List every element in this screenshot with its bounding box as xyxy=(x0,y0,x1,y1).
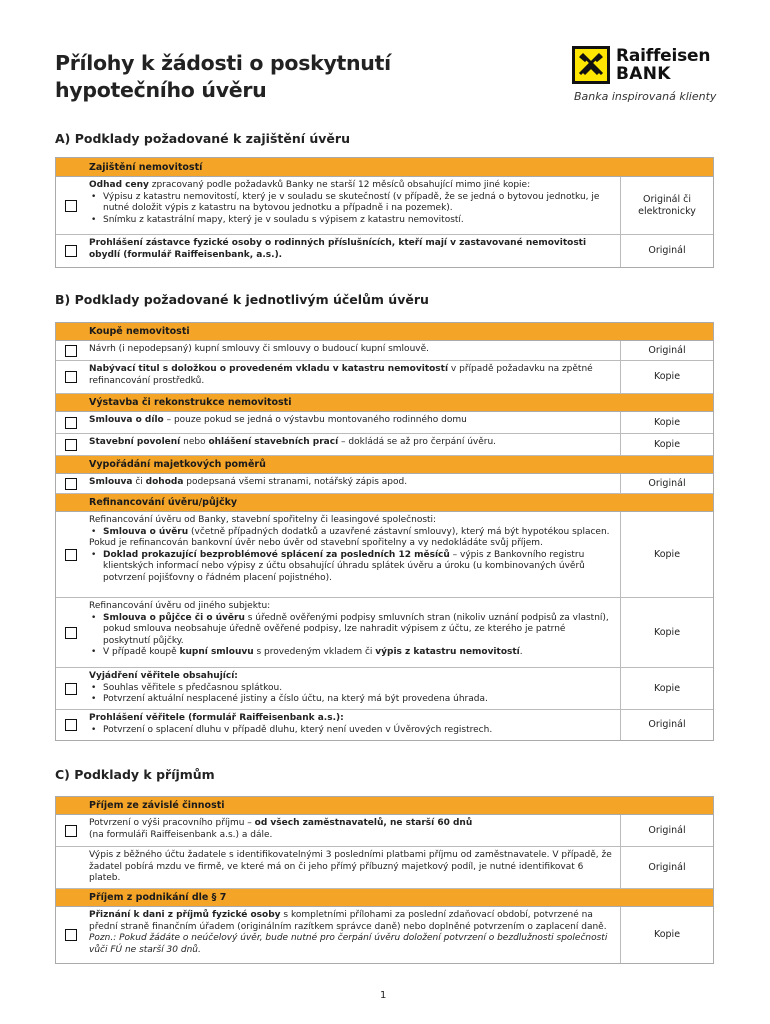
table-row: Nabývací titul s doložkou o provedeném vkladu v katastru nemovitostí v případě požadavku na zpětné refinancování prostředků. Kopie xyxy=(56,361,713,394)
logo-tagline: Banka inspirovaná klienty xyxy=(574,90,717,103)
checkbox[interactable] xyxy=(65,345,77,357)
table-row: Výpis z běžného účtu žadatele s identifikovatelnými 3 posledními platbami příjmu od zaměstnavatele. V případě, že žadatel pobírá mzdu ve firmě, ve které má on či jeho přímý příbuzný majetkový podíl, je nutné identifikovat 6 plateb. Originál xyxy=(56,847,713,889)
section-b-heading: B) Podklady požadované k jednotlivým účelům úvěru xyxy=(55,292,429,307)
checkbox[interactable] xyxy=(65,478,77,490)
group-header: Vypořádání majetkových poměrů xyxy=(56,456,713,474)
group-header: Koupě nemovitosti xyxy=(56,323,713,341)
status-label: Kopie xyxy=(653,626,681,638)
logo-text-bank: BANK xyxy=(616,64,671,84)
table-row: Potvrzení o výši pracovního příjmu – od všech zaměstnavatelů, ne starší 60 dnů (na formuláři Raiffeisenbank a.s.) a dále. Originál xyxy=(56,815,713,847)
section-c-heading: C) Podklady k příjmům xyxy=(55,767,215,782)
group-header: Příjem ze závislé činnosti xyxy=(56,797,713,815)
status-label: Kopie xyxy=(653,438,681,450)
group-header: Příjem z podnikání dle § 7 xyxy=(56,889,713,907)
table-row: Návrh (i nepodepsaný) kupní smlouvy či smlouvy o budoucí kupní smlouvě. Originál xyxy=(56,341,713,361)
checkbox[interactable] xyxy=(65,417,77,429)
status-label: Kopie xyxy=(653,548,681,560)
status-label: Originál či elektronicky xyxy=(638,193,696,217)
checkbox[interactable] xyxy=(65,627,77,639)
table-row: Refinancování úvěru od jiného subjektu: • Smlouva o půjčce či o úvěru s úředně ověřenými podpisy smluvních stran (nikoliv uznání podpisů za vlastní), pokud smlouva neobsahuje úředně ověřené podpisy, lze nahradit výpisem z účtu, ze kterého je patrné poskytnutí půjčky. • V případě koupě kupní smlouvu s provedeným vkladem či výpis z katastru nemovitostí. Kopie xyxy=(56,598,713,668)
checkbox[interactable] xyxy=(65,719,77,731)
page-number: 1 xyxy=(380,990,387,1001)
checkbox[interactable] xyxy=(65,439,77,451)
logo-text-raiffeisen: Raiffeisen xyxy=(616,46,711,66)
table-row: Prohlášení zástavce fyzické osoby o rodinných příslušnících, kteří mají v zastavované nemovitosti obydlí (formulář Raiffeisenbank, a.s.). Originál xyxy=(56,235,713,267)
table-section-a xyxy=(55,157,714,268)
table-section-c xyxy=(55,796,714,964)
checkbox[interactable] xyxy=(65,549,77,561)
status-label: Originál xyxy=(648,824,686,836)
table-section-b xyxy=(55,322,714,741)
table-row: Přiznání k dani z příjmů fyzické osoby s kompletními přílohami za poslední zdaňovací období, potvrzené na přední straně finančním úřadem (originálním razítkem správce daně) nebo doplněné potvrzením o zaplacení daně. Pozn.: Pokud žádáte o neúčelový úvěr, bude nutné pro čerpání úvěru doložení potvrzení o bezdlužnosti společnosti vůči FÚ ne starší 30 dnů. Kopie xyxy=(56,907,713,963)
table-row: Vyjádření věřitele obsahující: • Souhlas věřitele s předčasnou splátkou. • Potvrzení aktuální nesplacené jistiny a číslo účtu, na který má být provedena úhrada. Kopie xyxy=(56,668,713,710)
raiffeisen-crossed-horses-icon xyxy=(572,46,610,84)
table-row: Stavební povolení nebo ohlášení stavebních prací – dokládá se až pro čerpání úvěru. Kopie xyxy=(56,434,713,456)
page-title: Přílohy k žádosti o poskytnutí hypotečního úvěru xyxy=(55,51,391,102)
status-label: Originál xyxy=(648,861,686,873)
checkbox[interactable] xyxy=(65,200,77,212)
checkbox[interactable] xyxy=(65,371,77,383)
status-label: Originál xyxy=(648,245,686,256)
status-label: Kopie xyxy=(653,371,681,382)
table-row: Refinancování úvěru od Banky, stavební spořitelny či leasingové společnosti: • Smlouva o úvěru (včetně případných dodatků a uzavřené zástavní smlouvy), který má být hypotékou splacen. Pokud je refinancován bankovní úvěr nebo úvěr od stavební spořitelny a vy nedokládáte svůj příjem. • Doklad prokazující bezproblémové splácení za posledních 12 měsíců – výpis z Bankovního registru klientských informací nebo výpisy z účtu obsahující úhradu splátek úvěru a úroku (u kombinovaných úvěrů potvrzení pojišťovny o řádném placení pojistného). Kopie xyxy=(56,512,713,598)
status-label: Kopie xyxy=(653,929,681,940)
status-label: Originál xyxy=(648,719,686,730)
status-label: Kopie xyxy=(653,416,681,428)
status-label: Kopie xyxy=(653,682,681,694)
status-label: Originál xyxy=(648,344,686,356)
table-row: Smlouva o dílo – pouze pokud se jedná o výstavbu montovaného rodinného domu Kopie xyxy=(56,412,713,434)
checkbox[interactable] xyxy=(65,825,77,837)
table-row: Prohlášení věřitele (formulář Raiffeisenbank a.s.): • Potvrzení o splacení dluhu v případě dluhu, který není uveden v Úvěrových registrech. Originál xyxy=(56,710,713,740)
group-header: Zajištění nemovitostí xyxy=(56,158,713,177)
checkbox[interactable] xyxy=(65,929,77,941)
checkbox[interactable] xyxy=(65,683,77,695)
section-a-heading: A) Podklady požadované k zajištění úvěru xyxy=(55,131,350,146)
status-label: Originál xyxy=(648,477,686,489)
group-header: Výstavba či rekonstrukce nemovitosti xyxy=(56,394,713,412)
table-row: Smlouva či dohoda podepsaná všemi stranami, notářský zápis apod. Originál xyxy=(56,474,713,494)
group-header: Refinancování úvěru/půjčky xyxy=(56,494,713,512)
table-row: Odhad ceny zpracovaný podle požadavků Banky ne starší 12 měsíců obsahující mimo jiné kopie: • Výpisu z katastru nemovitostí, který je v souladu se skutečností (v případě, že se jedná o bytovou jednotku, je nutné doložit výpis z katastru na bytovou jednotku a případně i na pozemek). • Snímku z katastrální mapy, který je v souladu s výpisem z katastru nemovitostí. Originál či elektronicky xyxy=(56,177,713,235)
checkbox[interactable] xyxy=(65,245,77,257)
